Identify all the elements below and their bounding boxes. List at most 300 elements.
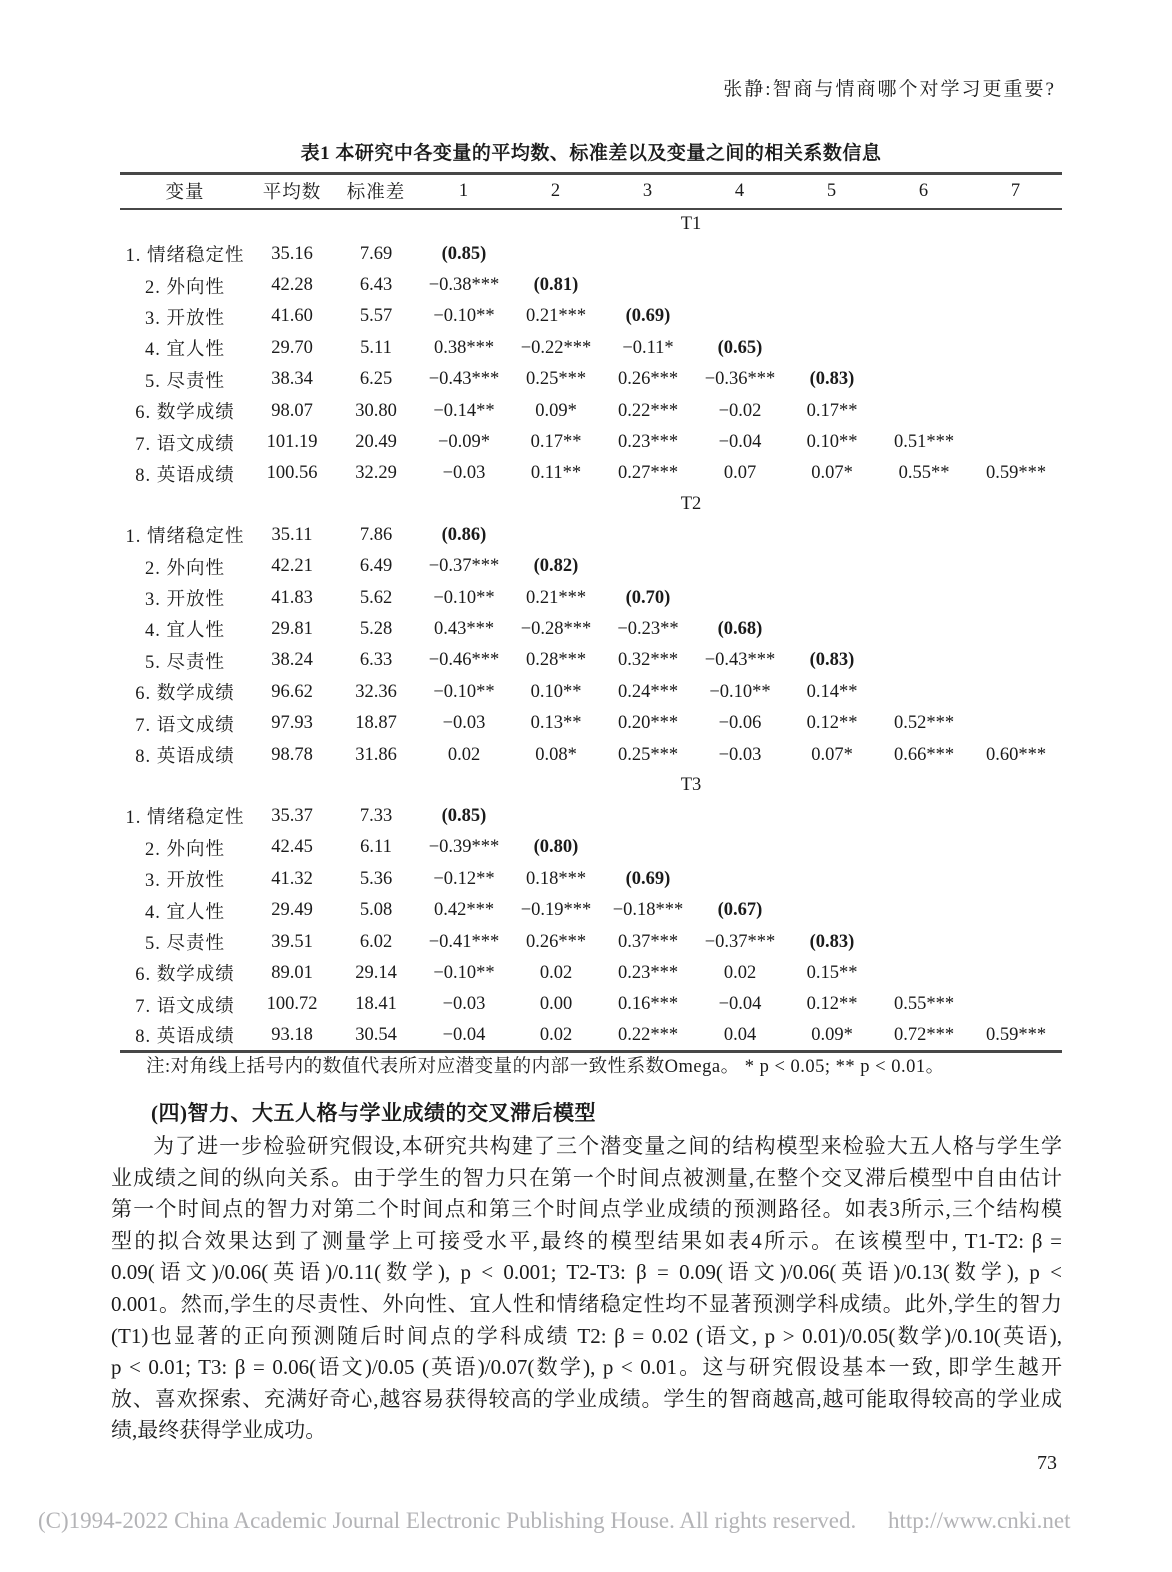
value-cell: 0.66***	[893, 744, 955, 765]
value-cell	[970, 270, 1062, 301]
value-cell: −0.18***	[612, 900, 684, 921]
value-cell: −0.39***	[428, 837, 500, 858]
value-cell	[786, 801, 878, 832]
value-cell: 0.12**	[806, 713, 858, 734]
value-cell: 5.57	[359, 306, 393, 327]
value-cell	[694, 864, 786, 895]
value-cell	[694, 301, 786, 332]
value-cell	[878, 832, 970, 863]
value-cell: 0.17**	[806, 400, 858, 421]
value-cell	[602, 832, 694, 863]
value-cell	[786, 239, 878, 270]
value-cell: −0.02	[718, 400, 762, 421]
value-cell: (0.81)	[533, 275, 579, 296]
value-cell: 5.62	[359, 587, 393, 608]
table-row	[120, 239, 1062, 270]
running-head: 张静:智商与情商哪个对学习更重要?	[723, 79, 1056, 100]
table-row	[120, 364, 1062, 395]
paragraph-line: 放、喜欢探索、充满好奇心,越容易获得较高的学业成绩。学生的智商越高,越可能取得较高的学业成	[111, 1386, 1062, 1411]
variable-cell: 4. 宜人性	[144, 340, 225, 361]
value-cell: 0.02	[723, 962, 757, 983]
value-cell: 0.43***	[433, 618, 495, 639]
table-row	[120, 864, 1062, 895]
column-header: 平均数	[262, 183, 322, 204]
value-cell: 5.11	[360, 337, 392, 358]
value-cell: 0.00	[539, 994, 573, 1015]
value-cell	[970, 989, 1062, 1020]
value-cell: 5.08	[359, 900, 393, 921]
value-cell	[694, 832, 786, 863]
value-cell: 0.38***	[433, 337, 495, 358]
variable-cell: 8. 英语成绩	[135, 465, 235, 486]
value-cell: (0.85)	[441, 805, 487, 826]
value-cell: (0.82)	[533, 556, 579, 577]
value-cell: −0.41***	[428, 931, 500, 952]
value-cell: 42.45	[271, 837, 313, 858]
section-label: T1	[680, 213, 702, 234]
value-cell	[970, 926, 1062, 957]
value-cell	[970, 582, 1062, 613]
value-cell: 0.22***	[617, 400, 679, 421]
value-cell: −0.03	[442, 713, 486, 734]
value-cell	[786, 333, 878, 364]
value-cell	[602, 270, 694, 301]
value-cell: 31.86	[355, 744, 397, 765]
value-cell: 35.11	[271, 524, 313, 545]
value-cell: 93.18	[271, 1024, 313, 1045]
value-cell	[878, 395, 970, 426]
value-cell: 0.21***	[525, 306, 587, 327]
value-cell: 0.07*	[811, 463, 853, 484]
value-cell	[970, 895, 1062, 926]
value-cell: 41.32	[271, 868, 313, 889]
value-cell: 0.60***	[985, 744, 1047, 765]
value-cell: −0.11*	[622, 337, 674, 358]
value-cell: 6.43	[359, 275, 393, 296]
value-cell: 0.25***	[525, 369, 587, 390]
section-label: T2	[680, 494, 702, 515]
value-cell: 0.10**	[806, 432, 858, 453]
value-cell	[970, 677, 1062, 708]
value-cell: 0.20***	[617, 713, 679, 734]
value-cell: 0.55**	[898, 463, 950, 484]
value-cell: −0.10**	[433, 962, 495, 983]
value-cell	[970, 364, 1062, 395]
value-cell: −0.14**	[433, 400, 495, 421]
value-cell	[878, 926, 970, 957]
value-cell: 41.60	[271, 306, 313, 327]
value-cell: 0.32***	[617, 650, 679, 671]
value-cell	[694, 270, 786, 301]
body-paragraph	[111, 1131, 1062, 1447]
table-section-row	[120, 771, 1062, 801]
value-cell	[970, 832, 1062, 863]
value-cell: 0.10**	[530, 681, 582, 702]
value-cell	[970, 864, 1062, 895]
value-cell: −0.23**	[617, 618, 679, 639]
paragraph-line: 为了进一步检验研究假设,本研究共构建了三个潜变量之间的结构模型来检验大五人格与学生学	[153, 1134, 1062, 1158]
value-cell: 96.62	[271, 681, 313, 702]
section-label: T3	[680, 775, 702, 796]
value-cell: 7.69	[359, 243, 393, 264]
value-cell	[786, 551, 878, 582]
value-cell	[878, 364, 970, 395]
value-cell	[878, 895, 970, 926]
value-cell: 42.21	[271, 556, 313, 577]
value-cell	[602, 239, 694, 270]
value-cell: 0.14**	[806, 681, 858, 702]
paragraph-line: (T1)也显著的正向预测随后时间点的学科成绩 T2: β = 0.02 (语文, p > 0.01)/0.05(数学)/0.10(英语),	[111, 1323, 1062, 1348]
value-cell	[970, 301, 1062, 332]
value-cell: 18.87	[355, 713, 397, 734]
value-cell	[694, 801, 786, 832]
variable-cell: 1. 情绪稳定性	[125, 527, 245, 548]
value-cell: −0.43***	[704, 650, 776, 671]
value-cell: 5.28	[359, 618, 393, 639]
table-section-row	[120, 490, 1062, 520]
value-cell	[786, 864, 878, 895]
variable-cell: 2. 外向性	[144, 558, 225, 579]
value-cell	[878, 958, 970, 989]
table-title: 表1 本研究中各变量的平均数、标准差以及变量之间的相关系数信息	[300, 143, 882, 164]
value-cell: −0.10**	[433, 587, 495, 608]
value-cell: 5.36	[359, 868, 393, 889]
value-cell	[786, 614, 878, 645]
value-cell	[970, 239, 1062, 270]
value-cell: 0.22***	[617, 1024, 679, 1045]
paragraph-line: 0.001。然而,学生的尽责性、外向性、宜人性和情绪稳定性均不显著预测学科成绩。此外,学生的智力	[111, 1291, 1062, 1316]
value-cell	[970, 708, 1062, 739]
value-cell: 100.56	[266, 463, 318, 484]
value-cell	[694, 582, 786, 613]
table-row	[120, 739, 1062, 770]
table-row	[120, 989, 1062, 1020]
value-cell: (0.69)	[625, 306, 671, 327]
variable-cell: 5. 尽责性	[144, 371, 225, 392]
value-cell: 0.26***	[525, 931, 587, 952]
value-cell: 0.72***	[893, 1024, 955, 1045]
variable-cell: 8. 英语成绩	[135, 1027, 235, 1048]
value-cell: −0.46***	[428, 650, 500, 671]
value-cell: 0.25***	[617, 744, 679, 765]
value-cell: 30.54	[355, 1024, 397, 1045]
table-note: 注:对角线上括号内的数值代表所对应潜变量的内部一致性系数Omega。 * p < 0.05; ** p < 0.01。	[146, 1057, 945, 1077]
value-cell	[786, 582, 878, 613]
table-row	[120, 520, 1062, 551]
value-cell	[786, 270, 878, 301]
column-header: 3	[642, 180, 654, 201]
table-body	[120, 209, 1062, 1052]
variable-cell: 6. 数学成绩	[135, 684, 235, 705]
value-cell: 98.07	[271, 400, 313, 421]
value-cell: 0.09*	[811, 1024, 853, 1045]
value-cell	[878, 864, 970, 895]
variable-cell: 4. 宜人性	[144, 902, 225, 923]
column-header: 6	[918, 180, 930, 201]
variable-cell: 1. 情绪稳定性	[125, 808, 245, 829]
value-cell: −0.12**	[433, 868, 495, 889]
value-cell: 101.19	[266, 432, 318, 453]
value-cell	[878, 582, 970, 613]
value-cell: (0.86)	[441, 524, 487, 545]
value-cell	[970, 614, 1062, 645]
value-cell: 0.02	[539, 962, 573, 983]
value-cell: 29.49	[271, 900, 313, 921]
copyright-text: (C)1994-2022 China Academic Journal Electronic Publishing House. All rights reserved.	[38, 1508, 857, 1533]
value-cell: 35.37	[271, 805, 313, 826]
variable-cell: 7. 语文成绩	[135, 715, 235, 736]
value-cell: 0.24***	[617, 681, 679, 702]
table-row	[120, 708, 1062, 739]
value-cell	[786, 832, 878, 863]
value-cell: −0.10**	[709, 681, 771, 702]
table-row	[120, 801, 1062, 832]
value-cell: −0.19***	[520, 900, 592, 921]
value-cell	[970, 427, 1062, 458]
value-cell: 0.26***	[617, 369, 679, 390]
variable-cell: 4. 宜人性	[144, 621, 225, 642]
value-cell	[694, 520, 786, 551]
value-cell	[878, 270, 970, 301]
value-cell: 0.07	[723, 463, 757, 484]
value-cell: 7.86	[359, 524, 393, 545]
value-cell	[878, 801, 970, 832]
value-cell: 29.81	[271, 618, 313, 639]
variable-cell: 3. 开放性	[144, 871, 225, 892]
value-cell	[602, 551, 694, 582]
value-cell: 6.33	[359, 650, 393, 671]
value-cell: 30.80	[355, 400, 397, 421]
value-cell: (0.65)	[717, 337, 763, 358]
value-cell: 0.15**	[806, 962, 858, 983]
value-cell: −0.22***	[520, 337, 592, 358]
section-heading: (四)智力、大五人格与学业成绩的交叉滞后模型	[151, 1101, 596, 1125]
variable-cell: 3. 开放性	[144, 590, 225, 611]
value-cell	[970, 333, 1062, 364]
value-cell: −0.04	[718, 432, 762, 453]
value-cell: −0.36***	[704, 369, 776, 390]
variable-cell: 2. 外向性	[144, 839, 225, 860]
value-cell: 0.18***	[525, 868, 587, 889]
value-cell: −0.38***	[428, 275, 500, 296]
value-cell: −0.09*	[437, 432, 491, 453]
table-row	[120, 427, 1062, 458]
variable-cell: 5. 尽责性	[144, 652, 225, 673]
variable-cell: 6. 数学成绩	[135, 403, 235, 424]
value-cell: 29.70	[271, 337, 313, 358]
table-row	[120, 270, 1062, 301]
value-cell: −0.37***	[704, 931, 776, 952]
value-cell: 32.29	[355, 463, 397, 484]
value-cell: (0.83)	[809, 650, 855, 671]
column-header: 5	[826, 180, 838, 201]
value-cell	[970, 801, 1062, 832]
value-cell: −0.10**	[433, 681, 495, 702]
variable-cell: 5. 尽责性	[144, 934, 225, 954]
value-cell	[786, 520, 878, 551]
table-row	[120, 551, 1062, 582]
value-cell: 0.13**	[530, 713, 582, 734]
variable-cell: 7. 语文成绩	[135, 434, 235, 455]
table-row	[120, 895, 1062, 926]
value-cell: (0.67)	[717, 900, 763, 921]
value-cell: 41.83	[271, 587, 313, 608]
table-1	[120, 138, 1062, 1053]
value-cell	[878, 301, 970, 332]
paragraph-line: 型的拟合效果达到了测量学上可接受水平,最终的模型结果如表4所示。在该模型中, T1-T2: β =	[111, 1228, 1062, 1253]
value-cell: 0.04	[723, 1024, 757, 1045]
value-cell: −0.03	[442, 463, 486, 484]
footer-url: http://www.cnki.net	[888, 1508, 1071, 1533]
value-cell: (0.83)	[809, 369, 855, 390]
value-cell	[878, 551, 970, 582]
paragraph-line: 第一个时间点的智力对第二个时间点和第三个时间点学业成绩的预测路径。如表3所示,三个结构模	[111, 1197, 1062, 1222]
value-cell: (0.70)	[625, 587, 671, 608]
value-cell	[878, 239, 970, 270]
value-cell	[970, 551, 1062, 582]
table-row	[120, 458, 1062, 489]
value-cell: (0.80)	[533, 837, 579, 858]
value-cell: −0.04	[718, 994, 762, 1015]
value-cell: 6.49	[359, 556, 393, 577]
variable-cell: 2. 外向性	[144, 277, 225, 298]
table-row	[120, 645, 1062, 676]
value-cell: 29.14	[355, 962, 397, 983]
value-cell: −0.43***	[428, 369, 500, 390]
value-cell: 20.49	[355, 432, 397, 453]
value-cell: 35.16	[271, 243, 313, 264]
value-cell	[510, 520, 602, 551]
value-cell: 0.11**	[530, 463, 582, 484]
value-cell: (0.68)	[717, 618, 763, 639]
value-cell: 0.51***	[893, 432, 955, 453]
value-cell: 100.72	[266, 994, 318, 1015]
value-cell	[878, 645, 970, 676]
value-cell: 0.16***	[617, 994, 679, 1015]
value-cell: 0.09*	[535, 400, 577, 421]
value-cell: 0.55***	[893, 994, 955, 1015]
variable-cell: 1. 情绪稳定性	[125, 246, 245, 267]
value-cell: 38.24	[271, 650, 313, 671]
value-cell: 6.11	[360, 837, 392, 858]
table-section-row	[120, 209, 1062, 239]
value-cell	[970, 958, 1062, 989]
value-cell: 38.34	[271, 369, 313, 390]
paragraph-line: p < 0.01; T3: β = 0.06(语文)/0.05 (英语)/0.07(数学), p < 0.01。这与研究假设基本一致, 即学生越开	[111, 1355, 1062, 1380]
value-cell	[602, 801, 694, 832]
column-header: 变量	[165, 183, 205, 204]
table-row	[120, 832, 1062, 863]
table-row	[120, 301, 1062, 332]
value-cell: 39.51	[271, 931, 313, 952]
value-cell: 0.42***	[433, 900, 495, 921]
table-row	[120, 958, 1062, 989]
column-header: 标准差	[346, 183, 406, 204]
value-cell: −0.06	[718, 713, 762, 734]
table-row	[120, 333, 1062, 364]
value-cell: 0.28***	[525, 650, 587, 671]
value-cell: (0.69)	[625, 868, 671, 889]
footer-watermark	[38, 1508, 1148, 1534]
value-cell: 0.07*	[811, 744, 853, 765]
table-row	[120, 614, 1062, 645]
paragraph-line: 业成绩之间的纵向关系。由于学生的智力只在第一个时间点被测量,在整个交叉滞后模型中自由估计	[111, 1165, 1062, 1190]
value-cell: (0.83)	[809, 931, 855, 952]
value-cell: −0.10**	[433, 306, 495, 327]
value-cell	[878, 520, 970, 551]
column-header: 2	[550, 180, 562, 201]
value-cell	[602, 520, 694, 551]
page-number: 73	[1037, 1452, 1057, 1474]
value-cell	[970, 645, 1062, 676]
value-cell: 0.27***	[617, 463, 679, 484]
value-cell	[878, 677, 970, 708]
value-cell: 0.08*	[535, 744, 577, 765]
table-row	[120, 1020, 1062, 1051]
value-cell	[510, 239, 602, 270]
value-cell: 6.25	[359, 369, 393, 390]
paragraph-line: 0.09(语文)/0.06(英语)/0.11(数学), p < 0.001; T2-T3: β = 0.09(语文)/0.06(英语)/0.13(数学), p <	[111, 1260, 1062, 1285]
value-cell	[786, 301, 878, 332]
value-cell	[694, 239, 786, 270]
variable-cell: 6. 数学成绩	[135, 965, 235, 986]
value-cell: 18.41	[355, 994, 397, 1015]
value-cell	[694, 551, 786, 582]
column-header: 7	[1010, 180, 1022, 201]
value-cell: 0.21***	[525, 587, 587, 608]
value-cell	[970, 395, 1062, 426]
value-cell	[878, 614, 970, 645]
table-row	[120, 395, 1062, 426]
table-row	[120, 582, 1062, 613]
value-cell: 0.59***	[985, 463, 1047, 484]
table-row	[120, 677, 1062, 708]
value-cell: 0.12**	[806, 994, 858, 1015]
table-row	[120, 926, 1062, 957]
value-cell: −0.37***	[428, 556, 500, 577]
value-cell: −0.03	[718, 744, 762, 765]
value-cell: 0.02	[447, 744, 481, 765]
value-cell: 97.93	[271, 713, 313, 734]
value-cell: 0.23***	[617, 962, 679, 983]
value-cell	[510, 801, 602, 832]
value-cell: −0.04	[442, 1024, 486, 1045]
value-cell: 7.33	[359, 805, 393, 826]
value-cell	[786, 895, 878, 926]
value-cell: 0.23***	[617, 432, 679, 453]
value-cell: 0.17**	[530, 432, 582, 453]
value-cell: 89.01	[271, 962, 313, 983]
value-cell: 0.52***	[893, 713, 955, 734]
column-header: 1	[458, 180, 470, 201]
value-cell: (0.85)	[441, 243, 487, 264]
value-cell: 0.37***	[617, 931, 679, 952]
column-header: 4	[734, 180, 746, 201]
value-cell: 6.02	[359, 931, 393, 952]
variable-cell: 7. 语文成绩	[135, 996, 235, 1017]
value-cell: 0.59***	[985, 1024, 1047, 1045]
correlation-table	[120, 172, 1062, 1053]
value-cell: 98.78	[271, 744, 313, 765]
value-cell	[970, 520, 1062, 551]
variable-cell: 8. 英语成绩	[135, 747, 235, 768]
value-cell: −0.28***	[520, 618, 592, 639]
paragraph-line: 绩,最终获得学业成功。	[111, 1418, 327, 1443]
value-cell: 32.36	[355, 681, 397, 702]
value-cell	[878, 333, 970, 364]
value-cell: −0.03	[442, 994, 486, 1015]
value-cell: 42.28	[271, 275, 313, 296]
